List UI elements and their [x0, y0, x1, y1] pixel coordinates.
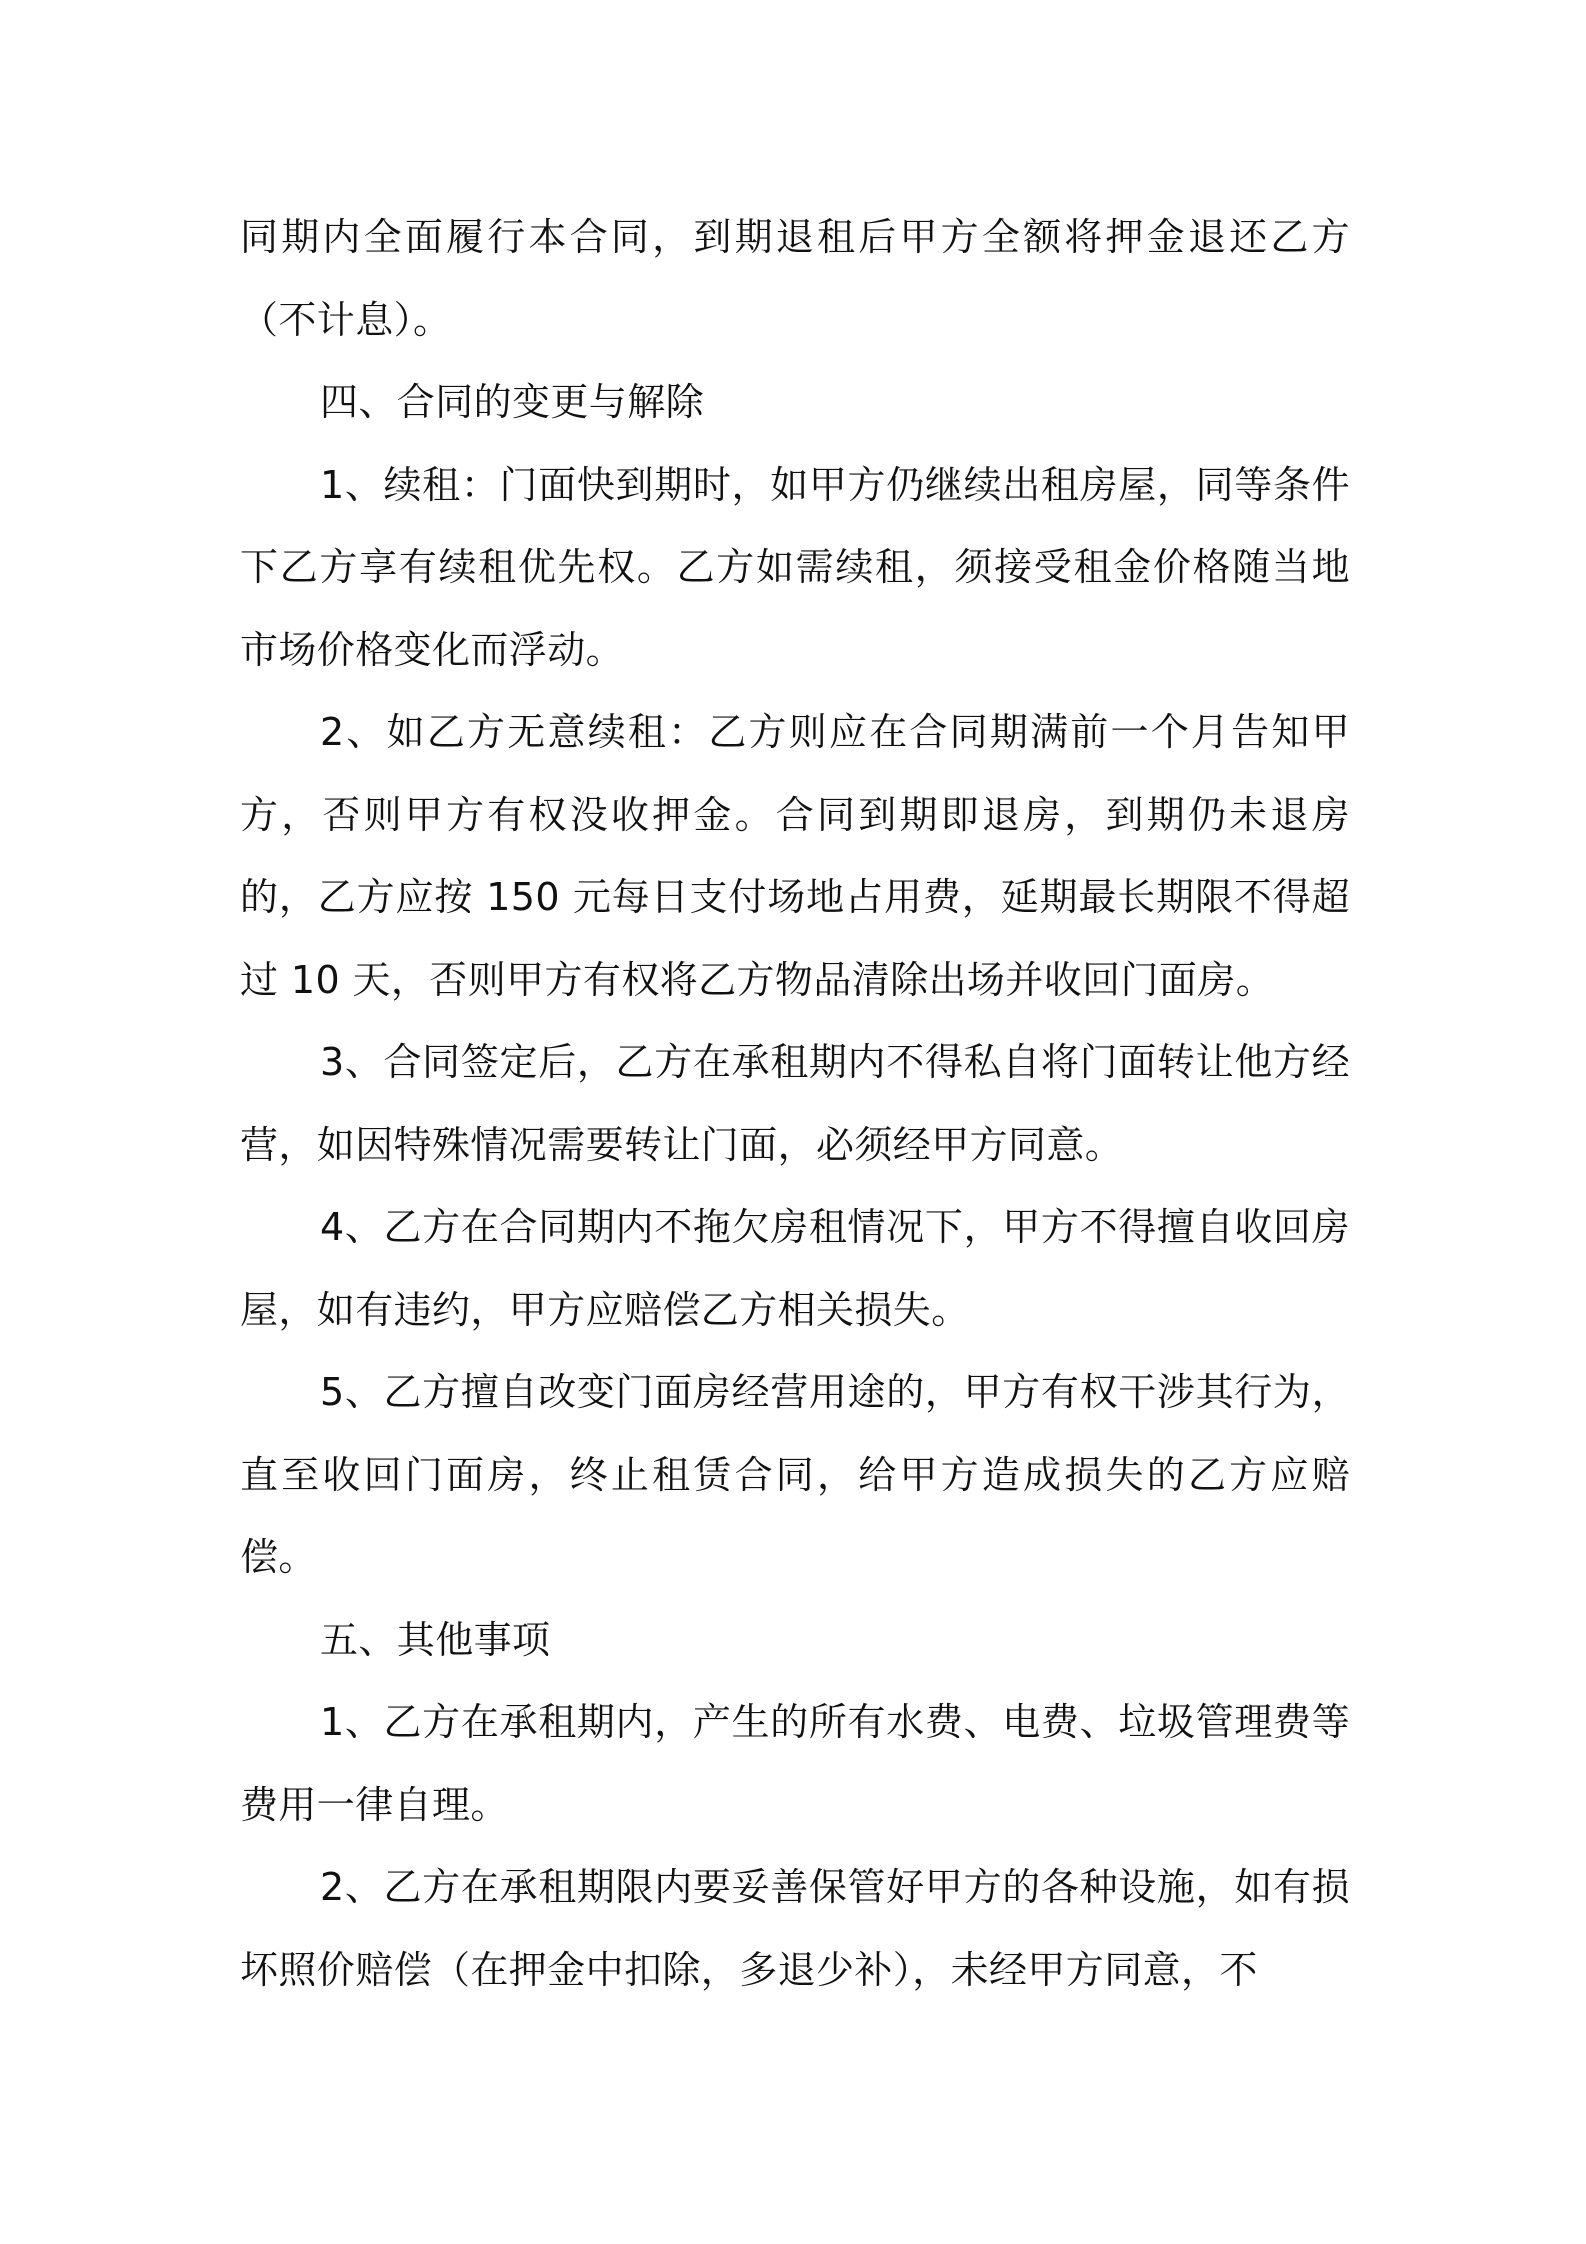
section-heading-contract-change: 四、合同的变更与解除 [320, 380, 705, 424]
clause-no-sublease: 3、合同签定后，乙方在承租期内不得私自将门面转让他方经营，如因特殊情况需要转让门面，必须经甲方同意。 [240, 1040, 1350, 1167]
section-heading-other-matters: 五、其他事项 [320, 1617, 551, 1662]
clause-utility-fees: 1、乙方在承租期内，产生的所有水费、电费、垃圾管理费等费用一律自理。 [240, 1700, 1350, 1827]
clause-renewal: 1、续租：门面快到期时，如甲方仍继续出租房屋，同等条件下乙方享有续租优先权。乙方如需续租，须接受租金价格随当地市场价格变化而浮动。 [240, 462, 1350, 672]
clause-facility-care: 2、乙方在承租期限内要妥善保管好甲方的各种设施，如有损坏照价赔偿（在押金中扣除，多退少补），未经甲方同意，不 [240, 1865, 1350, 1992]
clause-usage-change: 5、乙方擅自改变门面房经营用途的，甲方有权干涉其行为，直至收回门面房，终止租赁合同，给甲方造成损失的乙方应赔偿。 [240, 1370, 1350, 1579]
clause-no-renewal: 2、如乙方无意续租：乙方则应在合同期满前一个月告知甲方，否则甲方有权没收押金。合同到期即退房，到期仍未退房的，乙方应按 150 元每日支付场地占用费，延期最长期限不得超过 10 天，否则甲方有权将乙方物品清除出场并收回门面房。 [240, 710, 1350, 1002]
paragraph-deposit-return: 同期内全面履行本合同，到期退租后甲方全额将押金退还乙方（不计息）。 [240, 215, 1350, 342]
clause-no-early-recovery: 4、乙方在合同期内不拖欠房租情况下，甲方不得擅自收回房屋，如有违约，甲方应赔偿乙方相关损失。 [240, 1205, 1350, 1332]
document-body [240, 196, 1350, 2011]
